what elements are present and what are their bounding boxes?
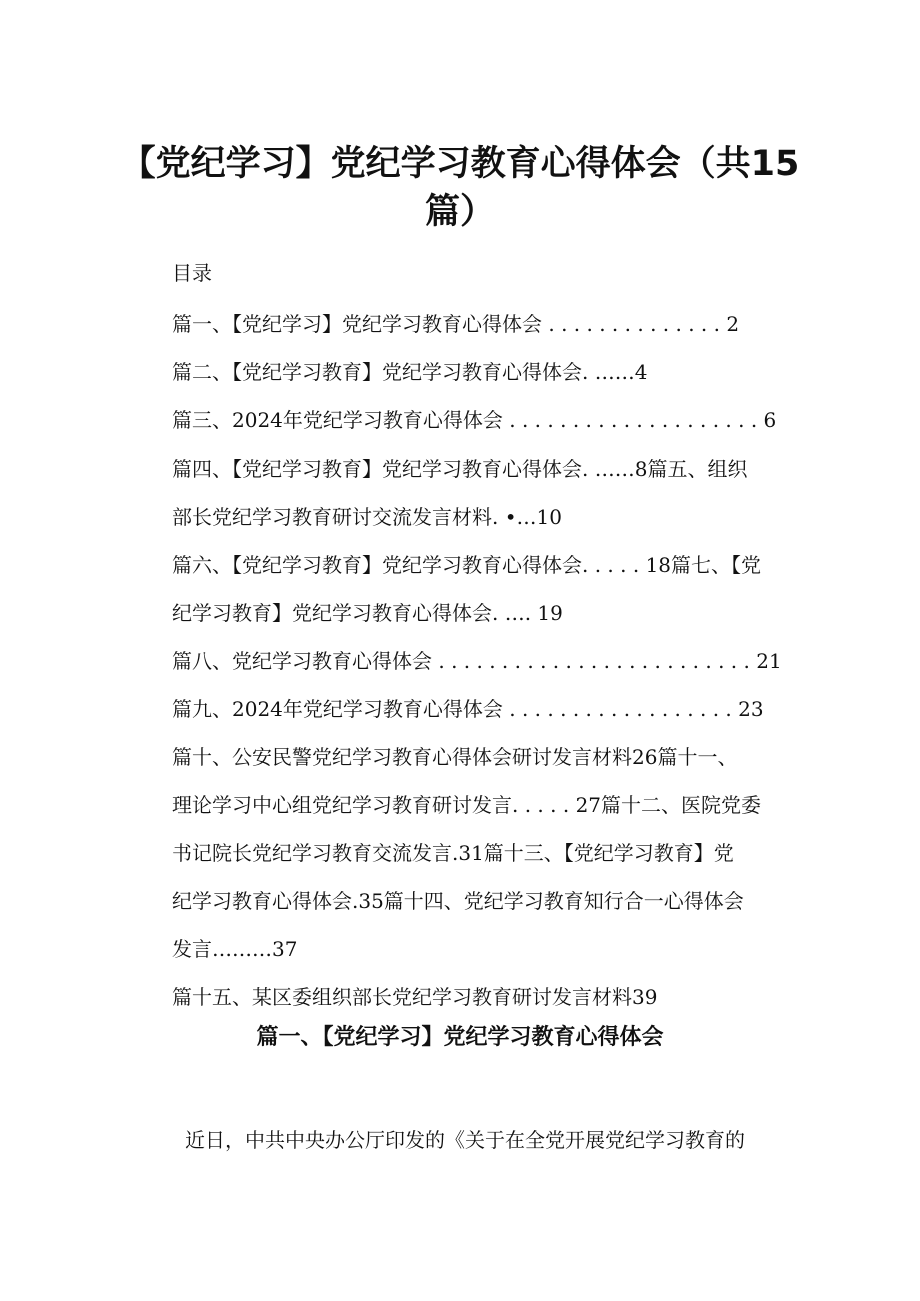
toc-line: 篇六、【党纪学习教育】党纪学习教育心得体会. . . . . 18篇七、【党 bbox=[172, 553, 762, 577]
toc-line: 纪学习教育】党纪学习教育心得体会. …. 19 bbox=[172, 601, 563, 625]
section-heading: 篇一、【党纪学习】党纪学习教育心得体会 bbox=[256, 1025, 664, 1050]
toc-line: 篇四、【党纪学习教育】党纪学习教育心得体会. ……8篇五、组织 bbox=[172, 457, 748, 481]
toc-line: 篇三、2024年党纪学习教育心得体会 . . . . . . . . . . . . . . . . . . . . 6 bbox=[172, 408, 777, 432]
toc-line: 篇八、党纪学习教育心得体会 . . . . . . . . . . . . . . . . . . . . . . . . . 21 bbox=[172, 649, 782, 673]
toc-line: 部长党纪学习教育研讨交流发言材料. •…10 bbox=[172, 505, 562, 529]
toc-line: 篇九、2024年党纪学习教育心得体会 . . . . . . . . . . . . . . . . . . 23 bbox=[172, 697, 764, 721]
document-title-line-2: 篇） bbox=[424, 192, 495, 232]
toc-line: 篇一、【党纪学习】党纪学习教育心得体会 . . . . . . . . . . . . . . 2 bbox=[172, 312, 740, 336]
toc-line: 纪学习教育心得体会.35篇十四、党纪学习教育知行合一心得体会 bbox=[172, 889, 744, 913]
document-title-line-1: 【党纪学习】党纪学习教育心得体会（共15 bbox=[120, 144, 800, 184]
toc-line: 篇十五、某区委组织部长党纪学习教育研讨发言材料39 bbox=[172, 985, 658, 1009]
toc-line: 发言………37 bbox=[172, 937, 298, 961]
toc-heading: 目录 bbox=[172, 261, 212, 285]
body-paragraph: 近日，中共中央办公厅印发的《关于在全党开展党纪学习教育的 bbox=[185, 1128, 745, 1152]
toc-line: 篇十、公安民警党纪学习教育心得体会研讨发言材料26篇十一、 bbox=[172, 745, 738, 769]
toc-line: 书记院长党纪学习教育交流发言.31篇十三、【党纪学习教育】党 bbox=[172, 841, 734, 865]
toc-line: 理论学习中心组党纪学习教育研讨发言. . . . . 27篇十二、医院党委 bbox=[172, 793, 762, 817]
toc-line: 篇二、【党纪学习教育】党纪学习教育心得体会. ……4 bbox=[172, 360, 648, 384]
